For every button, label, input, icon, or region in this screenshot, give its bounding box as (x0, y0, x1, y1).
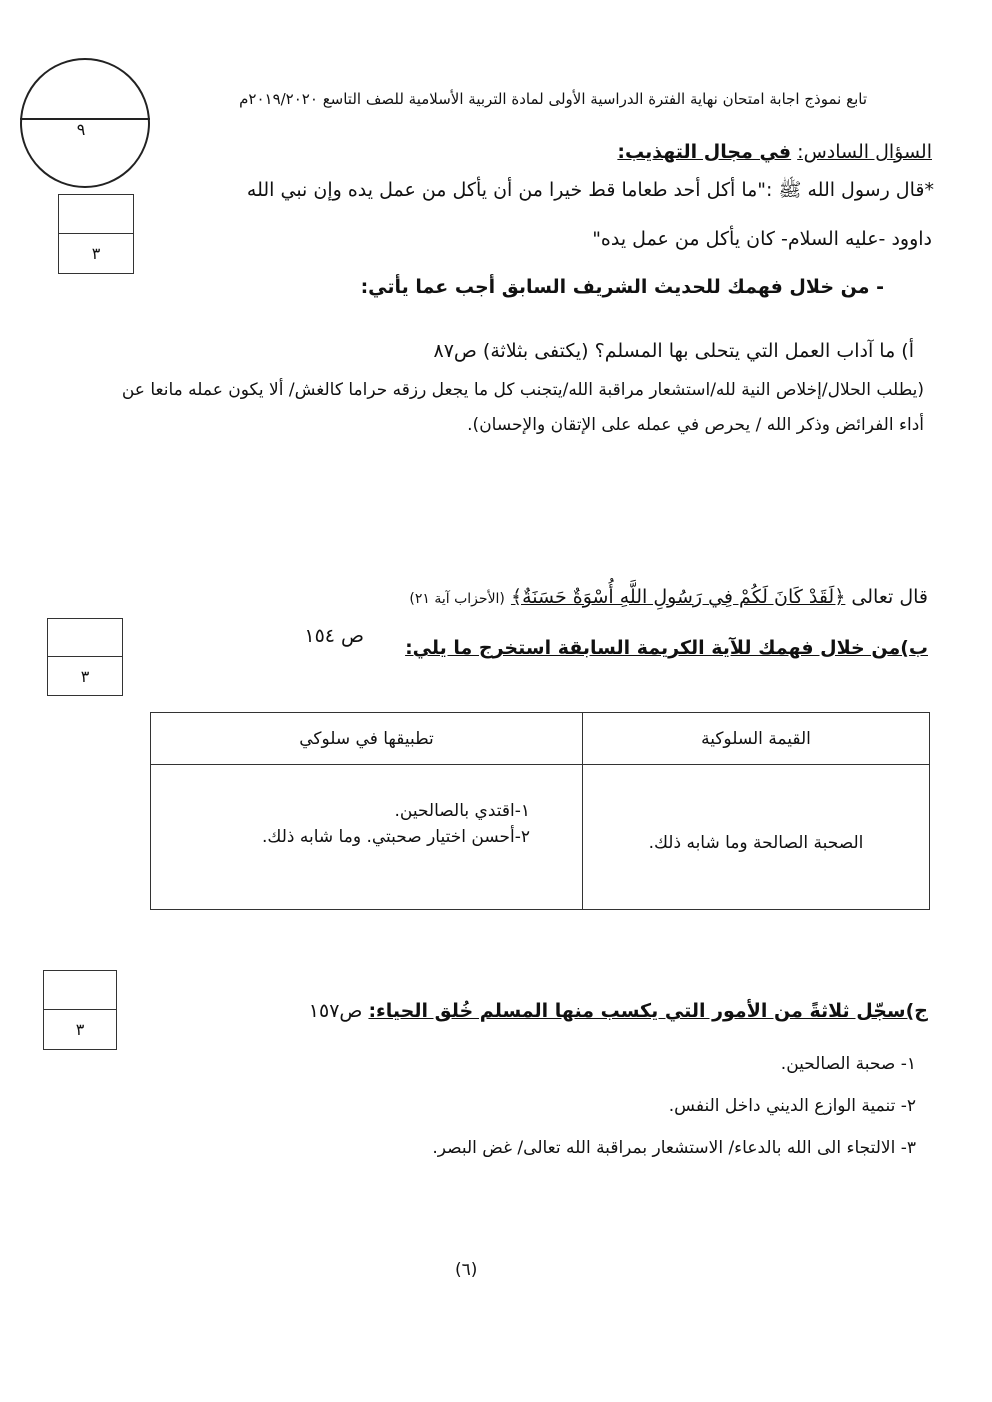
hadith-line-1: *قال رسول الله ﷺ :"ما أكل أحد طعاما قط خيرا من أن يأكل من عمل يده وإن نبي الله (246, 179, 934, 201)
part-a-answer-line-2: أداء الفرائض وذكر الله / يحرص في عمله على الإتقان والإحسان). (467, 415, 924, 435)
mark-box-c (43, 970, 117, 1050)
table-cell-value: الصحبة الصالحة وما شابه ذلك. (583, 765, 930, 910)
verse-text: ﴿لَقَدْ كَانَ لَكُمْ فِي رَسُولِ اللَّهِ أُسْوَةٌ حَسَنَةٌ﴾ (510, 586, 846, 608)
verse-line (409, 586, 928, 608)
part-c-question-line (309, 1000, 928, 1022)
part-c-answer-2: ٢- تنمية الوازع الديني داخل النفس. (668, 1096, 916, 1116)
page-header: تابع نموذج اجابة امتحان نهاية الفترة الدراسية الأولى لمادة التربية الأسلامية للصف التاسع ٢٠١٩/٢٠٢٠م (239, 90, 867, 108)
values-table-row (151, 765, 930, 910)
values-table (150, 712, 930, 910)
question-title-prefix: السؤال السادس: (797, 141, 932, 163)
page-number: (٦) (455, 1260, 478, 1280)
mark-box-a (58, 194, 134, 274)
part-a-question: أ) ما آداب العمل التي يتحلى بها المسلم؟ (يكتفى بثلاثة) ص٨٧ (433, 340, 914, 362)
part-c-answer-1: ١- صحبة الصالحين. (780, 1054, 916, 1074)
values-table-header-row (151, 713, 930, 765)
mark-box-c-value: ٣ (75, 1020, 85, 1039)
table-header-application: تطبيقها في سلوكي (151, 713, 583, 765)
question-title-topic: في مجال التهذيب: (617, 141, 792, 163)
mark-box-b-empty (48, 619, 122, 657)
mark-box-a-empty (59, 195, 133, 234)
part-b-question: ب)من خلال فهمك للآية الكريمة السابقة استخرج ما يلي: (405, 637, 928, 659)
part-c-question: ج)سجّل ثلاثةً من الأمور التي يكسب منها المسلم خُلق الحياء: (368, 1000, 928, 1022)
mark-box-b-value: ٣ (80, 666, 90, 686)
part-c-page-ref: ص١٥٧ (308, 1000, 363, 1022)
application-item-1: ١-اقتدي بالصالحين. (394, 800, 530, 821)
table-header-value: القيمة السلوكية (583, 713, 930, 765)
hadith-line-2: داوود -عليه السلام- كان يأكل من عمل يده" (592, 228, 932, 250)
mark-box-b (47, 618, 123, 696)
verse-intro: قال تعالى (851, 586, 928, 608)
mark-box-a-value: ٣ (91, 244, 101, 263)
part-c-answer-3: ٣- الالتجاء الى الله بالدعاء/ الاستشعار بمراقبة الله تعالى/ غض البصر. (432, 1138, 916, 1158)
part-b-page-ref: ص ١٥٤ (304, 625, 364, 647)
part-a-answer-line-1: (يطلب الحلال/إخلاص النية لله/استشعار مراقبة الله/يتجنب كل ما يجعل رزقه حراما كالغش/ ألا يكون عمله مانعا عن (121, 380, 924, 400)
mark-box-c-empty (44, 971, 116, 1010)
table-cell-applications (151, 765, 583, 910)
application-item-2: ٢-أحسن اختيار صحبتي. وما شابه ذلك. (261, 826, 530, 847)
question-instruction: - من خلال فهمك للحديث الشريف السابق أجب عما يأتي: (360, 276, 884, 298)
score-circle-value: ٩ (76, 120, 86, 139)
verse-reference: (الأحزاب آية ٢١) (409, 591, 505, 607)
question-title (617, 141, 932, 163)
